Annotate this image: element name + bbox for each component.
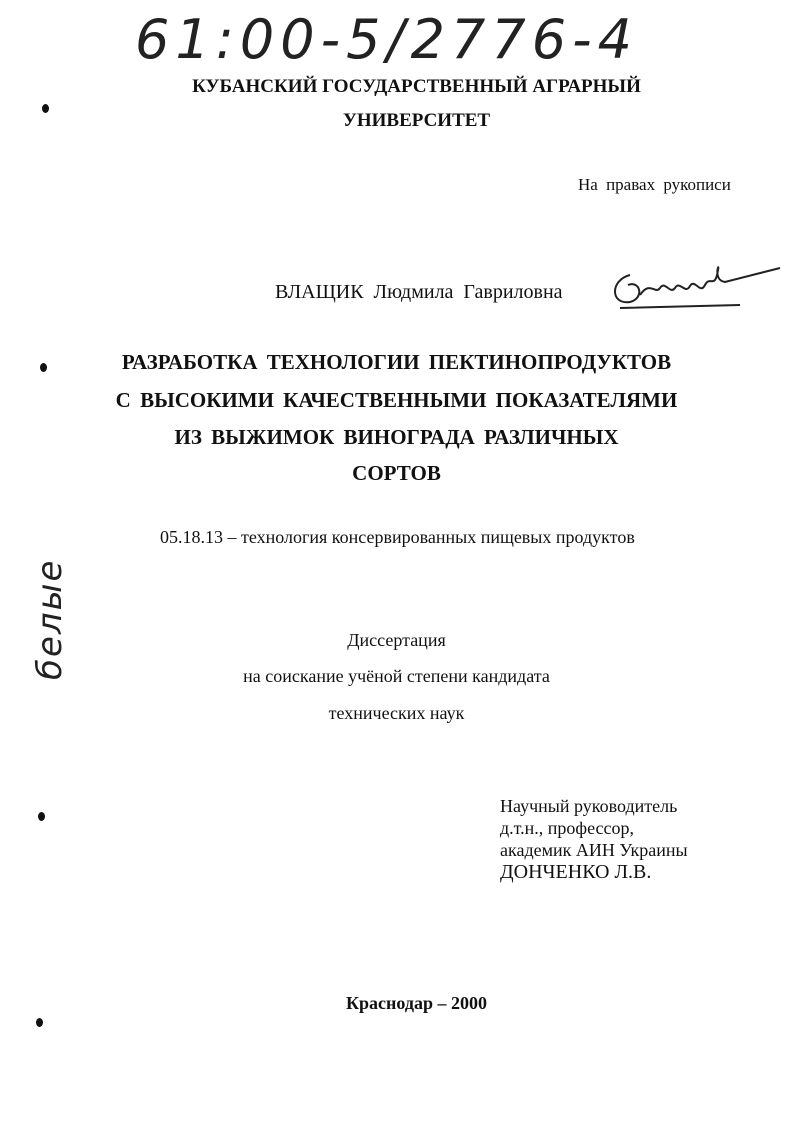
- supervisor-role: Научный руководитель: [500, 796, 678, 816]
- signature: [600, 250, 785, 315]
- university-name-line1: КУБАНСКИЙ ГОСУДАРСТВЕННЫЙ АГРАРНЫЙ: [192, 76, 641, 97]
- title-line1: РАЗРАБОТКА ТЕХНОЛОГИИ ПЕКТИНОПРОДУКТОВ: [121, 350, 672, 374]
- manuscript-note: На правах рукописи: [578, 175, 731, 194]
- title-line2: С ВЫСОКИМИ КАЧЕСТВЕННЫМИ ПОКАЗАТЕЛЯМИ: [115, 388, 678, 412]
- degree-line3: технических наук: [328, 703, 465, 723]
- city-year: Краснодар – 2000: [345, 993, 488, 1013]
- supervisor-degree: д.т.н., профессор,: [500, 818, 635, 838]
- author-name: ВЛАЩИК Людмила Гавриловна: [275, 281, 563, 303]
- punch-hole-mark: [42, 104, 49, 113]
- supervisor-title: академик АИН Украины: [500, 840, 688, 860]
- degree-line1: Диссертация: [347, 630, 446, 650]
- title-line4: СОРТОВ: [352, 461, 441, 485]
- degree-line2: на соискание учёной степени кандидата: [243, 666, 550, 686]
- handwritten-margin-note: белые: [30, 558, 70, 680]
- specialty-code: 05.18.13 – технология консервированных пищевых продуктов: [160, 527, 635, 547]
- title-line3: ИЗ ВЫЖИМОК ВИНОГРАДА РАЗЛИЧНЫХ: [174, 425, 619, 449]
- university-name-line2: УНИВЕРСИТЕТ: [342, 110, 491, 131]
- supervisor-name: ДОНЧЕНКО Л.В.: [500, 861, 652, 883]
- supervisor-block: [500, 795, 688, 883]
- handwritten-catalog-number: 61:00-5/2776-4: [135, 8, 638, 71]
- punch-hole-mark: [40, 363, 47, 372]
- punch-hole-mark: [38, 812, 45, 821]
- punch-hole-mark: [36, 1018, 43, 1027]
